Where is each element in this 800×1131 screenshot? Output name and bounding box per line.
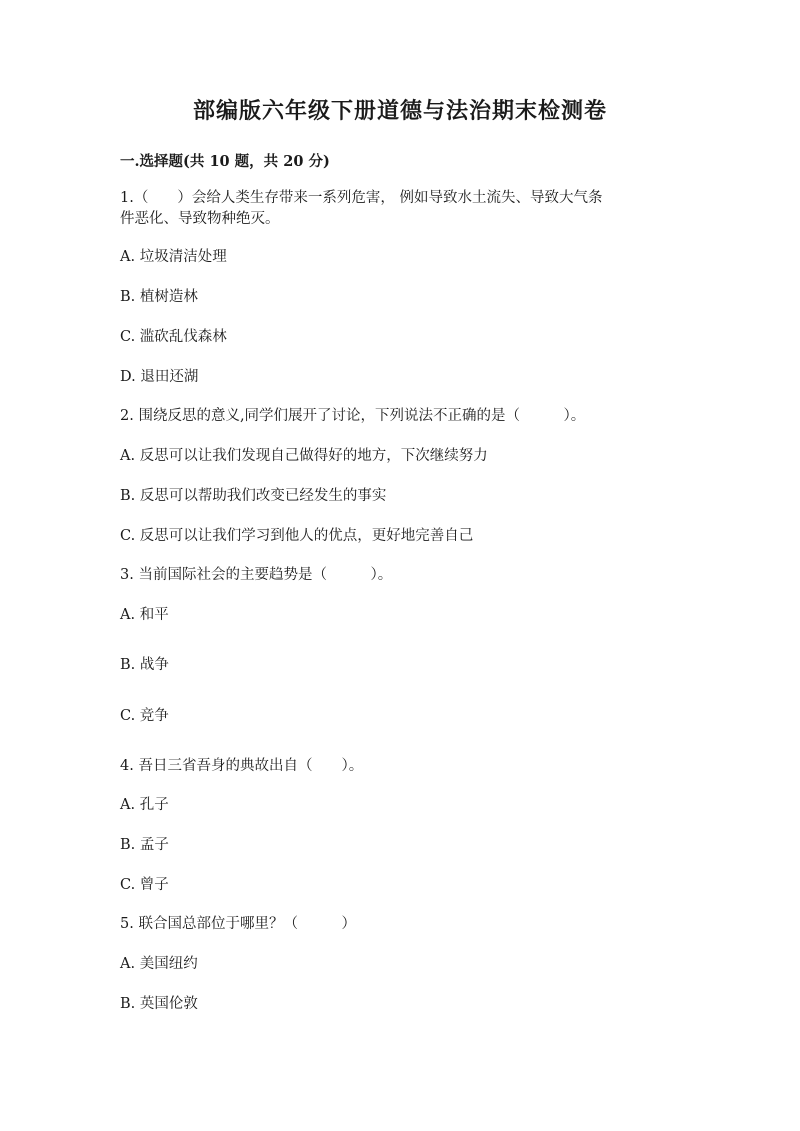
question-2-option-c: C. 反思可以让我们学习到他人的优点，更好地完善自己 xyxy=(120,528,474,544)
question-3-stem: 3. 当前国际社会的主要趋势是（ ）。 xyxy=(120,567,393,583)
question-4-option-a: A. 孔子 xyxy=(120,797,169,813)
document-title: 部编版六年级下册道德与法治期末检测卷 xyxy=(192,98,607,124)
question-4-stem: 4. 吾日三省吾身的典故出自（ ）。 xyxy=(120,758,364,774)
question-5-option-a: A. 美国纽约 xyxy=(120,956,198,972)
question-4-option-b: B. 孟子 xyxy=(120,837,169,853)
question-1-option-d: D. 退田还湖 xyxy=(120,369,199,385)
question-2-option-a: A. 反思可以让我们发现自己做得好的地方，下次继续努力 xyxy=(120,448,488,464)
question-3-option-b: B. 战争 xyxy=(120,657,169,673)
section-heading: 一.选择题(共 10 题，共 20 分) xyxy=(120,153,330,170)
question-2-stem: 2. 围绕反思的意义,同学们展开了讨论，下列说法不正确的是（ ）。 xyxy=(120,408,586,424)
question-4-option-c: C. 曾子 xyxy=(120,877,169,893)
question-3-option-c: C. 竞争 xyxy=(120,708,169,724)
question-1-option-c: C. 滥砍乱伐森林 xyxy=(120,329,227,345)
question-1-stem-line-1: 1.（ ）会给人类生存带来一系列危害， 例如导致水土流失、导致大气条 xyxy=(120,190,603,206)
question-1-option-b: B. 植树造林 xyxy=(120,289,198,305)
question-1-stem-line-2: 件恶化、导致物种绝灭。 xyxy=(120,211,280,227)
question-2-option-b: B. 反思可以帮助我们改变已经发生的事实 xyxy=(120,488,387,504)
question-1-option-a: A. 垃圾清洁处理 xyxy=(120,249,227,265)
question-5-stem: 5. 联合国总部位于哪里？（ ） xyxy=(120,916,356,932)
question-3-option-a: A. 和平 xyxy=(120,607,169,623)
question-5-option-b: B. 英国伦敦 xyxy=(120,996,198,1012)
